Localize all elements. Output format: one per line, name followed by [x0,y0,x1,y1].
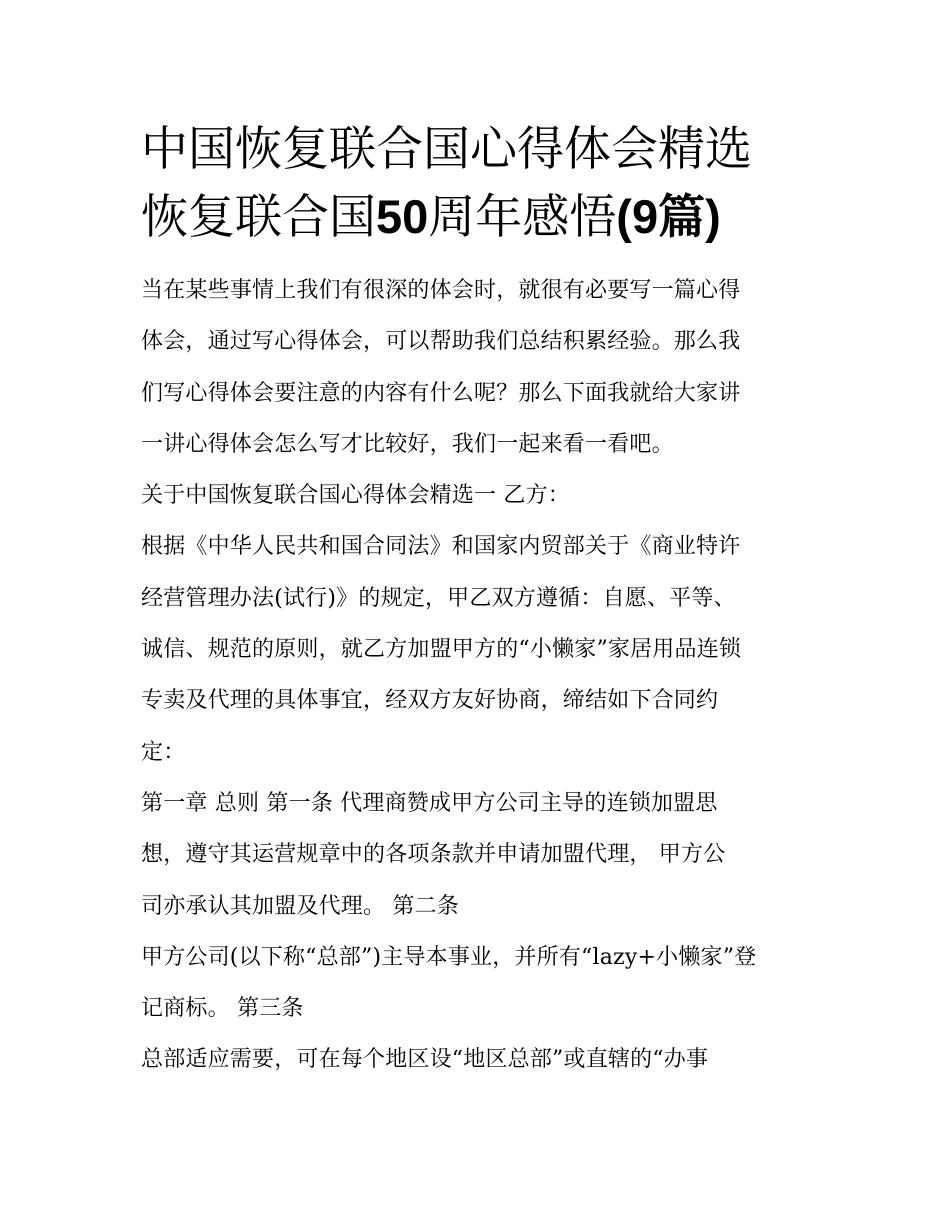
chapter-one-paragraph [141,778,821,932]
title-number: 50 [376,190,429,243]
text-line: 关于中国恢复联合国心得体会精选一 乙方： [141,483,570,509]
title-count: 9 [631,190,659,243]
text-line: 们写心得体会要注意的内容有什么呢？那么下面我就给大家讲 [141,380,741,406]
text-line: 第一章 总则 第一条 代理商赞成甲方公司主导的连锁加盟思 [141,790,718,816]
text-line: 根据《中华人民共和国合同法》和国家内贸部关于《商业特许 [141,534,741,560]
text-line: 一讲心得体会怎么写才比较好，我们一起来看一看吧。 [141,431,674,457]
article-three-paragraph [141,1034,821,1085]
text-line: 总部适应需要，可在每个地区设“地区总部”或直辖的“办事 [141,1047,709,1073]
document-title-line-2 [141,183,821,251]
text-line: 专卖及代理的具体事宜，经双方友好协商，缔结如下合同约 [141,688,719,714]
document-title-line-1: 中国恢复联合国心得体会精选 [141,122,752,177]
text-line: 想，遵守其运营规章中的各项条款并申请加盟代理， 甲方公 [141,842,726,868]
document-body [141,116,821,1086]
title-paren-open: ( [616,190,632,243]
text-line: 甲方公司(以下称“总部”)主导本事业，并所有“lazy+小懒家”登 [141,944,757,970]
section-heading-paragraph [141,470,821,521]
title-suffix: 篇) [658,190,721,243]
title-prefix: 恢复联合国 [141,190,376,245]
contract-basis-paragraph [141,521,821,777]
text-line: 定： [141,739,186,765]
text-line: 记商标。 第三条 [141,996,304,1022]
title-middle: 周年感悟 [428,190,617,245]
text-line: 司亦承认其加盟及代理。 第二条 [141,893,459,919]
text-line: 经营管理办法(试行)》的规定，甲乙双方遵循：自愿、平等、 [141,585,736,611]
text-line: 诚信、规范的原则，就乙方加盟甲方的“小懒家”家居用品连锁 [141,637,742,663]
text-line: 体会，通过写心得体会，可以帮助我们总结积累经验。那么我 [141,329,741,355]
intro-paragraph [141,265,821,470]
text-line: 当在某些事情上我们有很深的体会时，就很有必要写一篇心得 [141,278,741,303]
article-two-paragraph [141,932,821,1035]
